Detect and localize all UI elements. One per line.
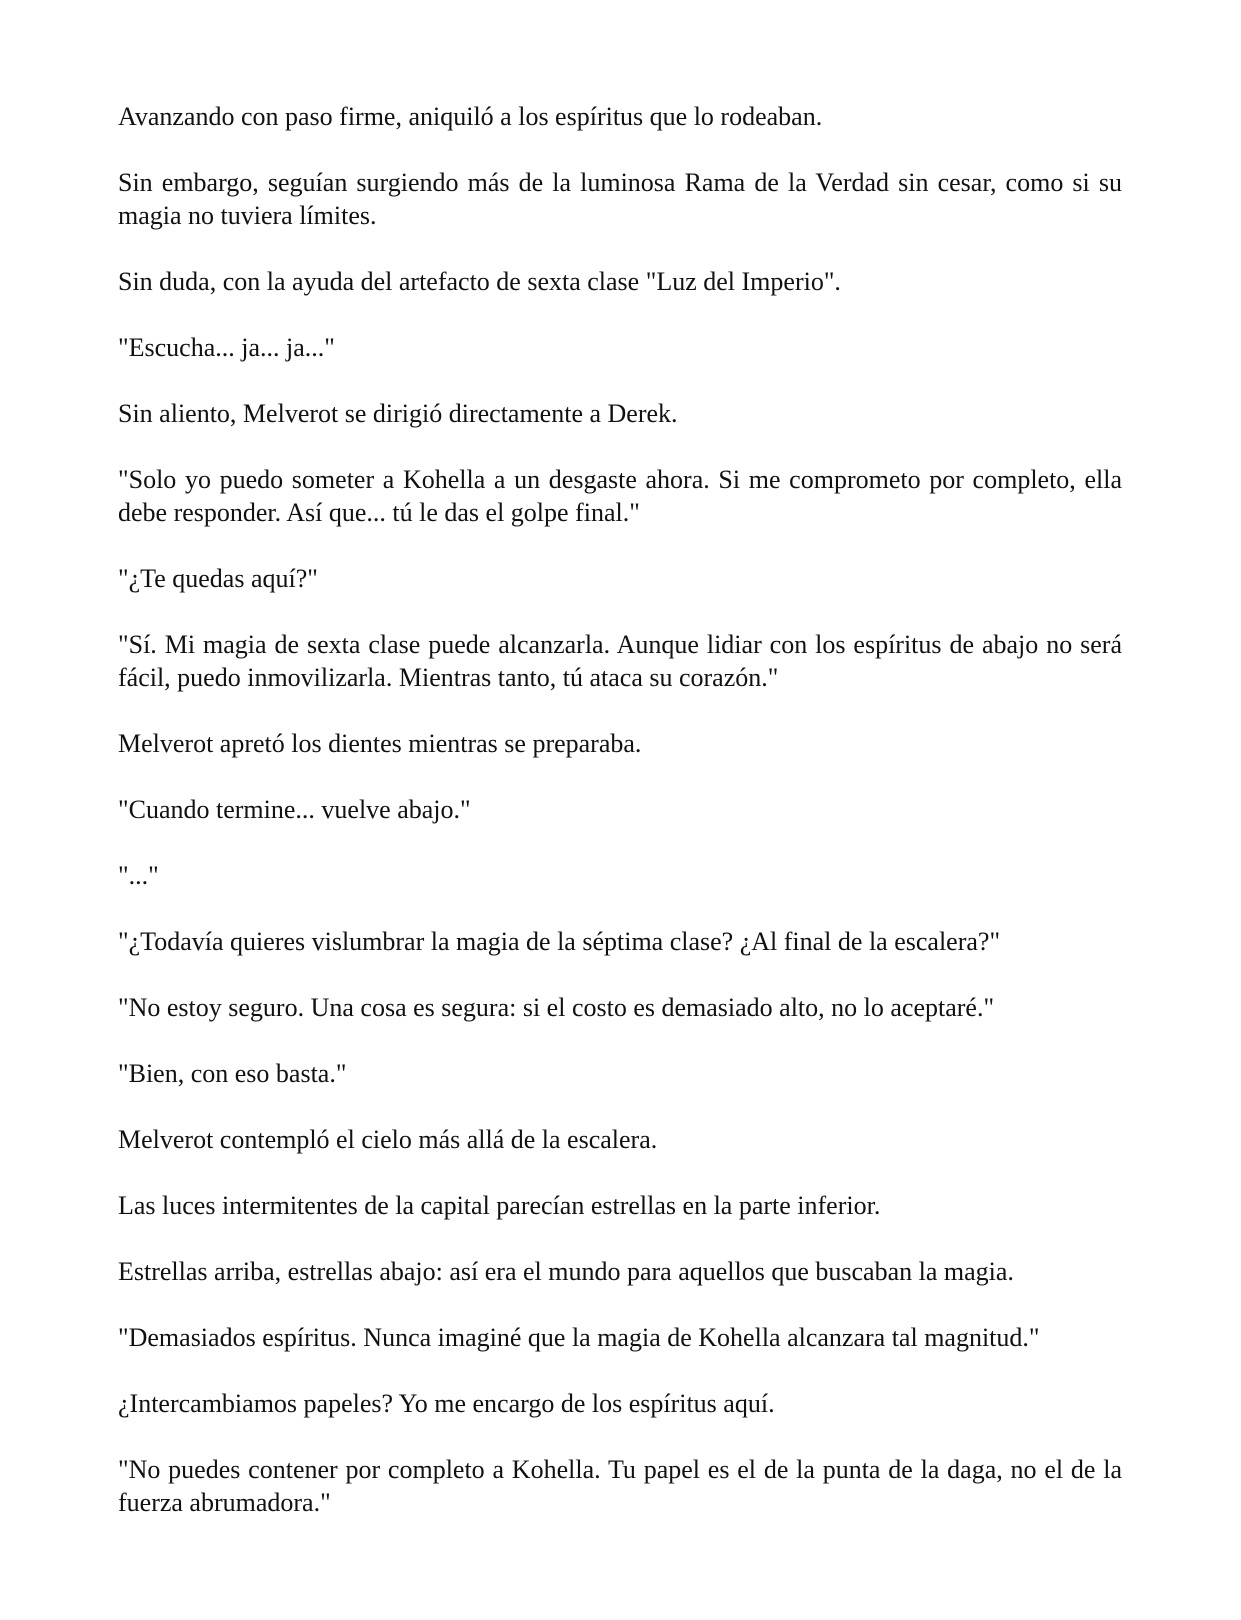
paragraph: "Cuando termine... vuelve abajo." [118, 795, 471, 824]
paragraph: "No puedes contener por completo a Kohella. Tu papel es el de la punta de la daga, no el de la fuerza abrumadora." [118, 1455, 1122, 1517]
paragraph: "No estoy seguro. Una cosa es segura: si el costo es demasiado alto, no lo aceptaré." [118, 993, 995, 1022]
paragraph: Sin embargo, seguían surgiendo más de la luminosa Rama de la Verdad sin cesar, como si su magia no tuviera límites. [118, 168, 1122, 230]
paragraph: Melverot apretó los dientes mientras se preparaba. [118, 729, 642, 758]
paragraph: Las luces intermitentes de la capital parecían estrellas en la parte inferior. [118, 1191, 881, 1220]
paragraph: "Escucha... ja... ja..." [118, 333, 335, 362]
paragraph: Melverot contempló el cielo más allá de la escalera. [118, 1125, 658, 1154]
paragraph: "Demasiados espíritus. Nunca imaginé que la magia de Kohella alcanzara tal magnitud." [118, 1323, 1040, 1352]
paragraph: "¿Todavía quieres vislumbrar la magia de la séptima clase? ¿Al final de la escalera?" [118, 927, 1001, 956]
document-page [118, 100, 1122, 1519]
paragraph: Estrellas arriba, estrellas abajo: así era el mundo para aquellos que buscaban la magia. [118, 1257, 1014, 1286]
paragraph: "Solo yo puedo someter a Kohella a un desgaste ahora. Si me comprometo por completo, ella debe responder. Así que... tú le das el golpe final." [118, 465, 1122, 527]
paragraph: Sin duda, con la ayuda del artefacto de sexta clase "Luz del Imperio". [118, 267, 841, 296]
paragraph: Avanzando con paso firme, aniquiló a los espíritus que lo rodeaban. [118, 102, 823, 131]
paragraph: "Sí. Mi magia de sexta clase puede alcanzarla. Aunque lidiar con los espíritus de abajo no será fácil, puedo inmovilizarla. Mientras tanto, tú ataca su corazón." [118, 630, 1122, 692]
paragraph: "..." [118, 861, 159, 890]
paragraph: "¿Te quedas aquí?" [118, 564, 318, 593]
paragraph: ¿Intercambiamos papeles? Yo me encargo de los espíritus aquí. [118, 1389, 775, 1418]
paragraph: "Bien, con eso basta." [118, 1059, 347, 1088]
paragraph: Sin aliento, Melverot se dirigió directamente a Derek. [118, 399, 678, 428]
